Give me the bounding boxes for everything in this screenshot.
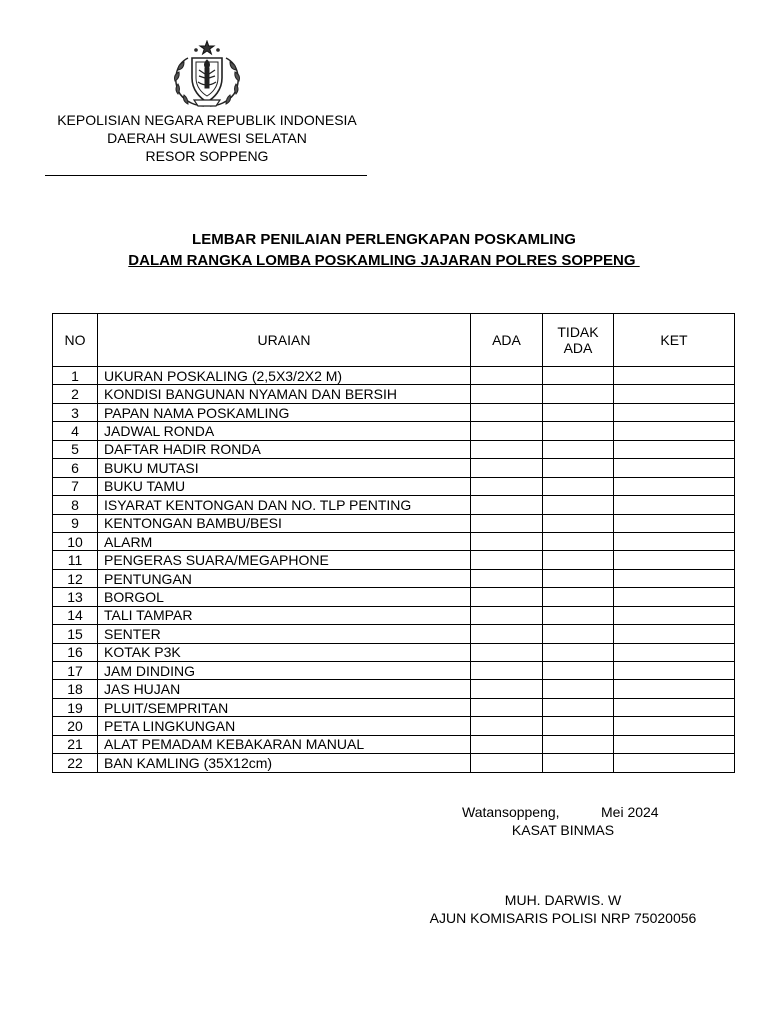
row-no: 8 [53,496,98,514]
table-row [53,551,735,569]
row-uraian: KONDISI BANGUNAN NYAMAN DAN BERSIH [98,385,471,403]
header-tidak-ada-line1: TIDAK [557,324,599,340]
row-ada-cell [471,385,543,403]
row-ada-cell [471,532,543,550]
row-uraian: ALAT PEMADAM KEBAKARAN MANUAL [98,735,471,753]
row-no: 12 [53,569,98,587]
row-tidak-ada-cell [543,625,614,643]
row-tidak-ada-cell [543,735,614,753]
row-ada-cell [471,496,543,514]
row-ada-cell [471,643,543,661]
row-tidak-ada-cell [543,643,614,661]
row-ada-cell [471,551,543,569]
header-no: NO [53,314,98,367]
table-row [53,532,735,550]
document-subtitle: DALAM RANGKA LOMBA POSKAMLING JAJARAN POLRES SOPPENG [128,252,640,269]
row-no: 3 [53,403,98,421]
table-row [53,680,735,698]
row-uraian: ISYARAT KENTONGAN DAN NO. TLP PENTING [98,496,471,514]
row-tidak-ada-cell [543,440,614,458]
row-tidak-ada-cell [543,662,614,680]
document-title: LEMBAR PENILAIAN PERLENGKAPAN POSKAMLING [192,231,576,248]
row-uraian: JAM DINDING [98,662,471,680]
row-ket-cell [614,643,735,661]
table-row [53,717,735,735]
row-tidak-ada-cell [543,367,614,385]
row-ket-cell [614,625,735,643]
row-no: 5 [53,440,98,458]
row-tidak-ada-cell [543,514,614,532]
row-ket-cell [614,606,735,624]
row-uraian: SENTER [98,625,471,643]
row-ket-cell [614,717,735,735]
row-ada-cell [471,717,543,735]
row-no: 13 [53,588,98,606]
row-ket-cell [614,422,735,440]
header-tidak-ada [543,314,614,367]
row-uraian: UKURAN POSKALING (2,5X3/2X2 M) [98,367,471,385]
row-uraian: BUKU MUTASI [98,459,471,477]
table-row [53,606,735,624]
row-no: 16 [53,643,98,661]
table-row [53,754,735,772]
row-ada-cell [471,459,543,477]
table-row [53,735,735,753]
row-ket-cell [614,551,735,569]
document-subtitle-wrap [0,252,768,270]
row-uraian: TALI TAMPAR [98,606,471,624]
row-ket-cell [614,532,735,550]
table-row [53,422,735,440]
table-row [53,477,735,495]
row-ket-cell [614,754,735,772]
row-ada-cell [471,754,543,772]
row-ket-cell [614,385,735,403]
row-no: 1 [53,367,98,385]
row-ada-cell [471,680,543,698]
row-no: 17 [53,662,98,680]
row-ada-cell [471,698,543,716]
row-ada-cell [471,367,543,385]
row-tidak-ada-cell [543,477,614,495]
police-emblem-icon [166,40,248,110]
row-uraian: KENTONGAN BAMBU/BESI [98,514,471,532]
row-no: 4 [53,422,98,440]
row-uraian: BAN KAMLING (35X12cm) [98,754,471,772]
row-ada-cell [471,403,543,421]
table-row [53,662,735,680]
table-row [53,403,735,421]
row-uraian: BORGOL [98,588,471,606]
row-no: 20 [53,717,98,735]
signatory-name: MUH. DARWIS. W [504,892,622,908]
header-ket: KET [614,314,735,367]
table-row [53,643,735,661]
row-ada-cell [471,569,543,587]
row-ket-cell [614,662,735,680]
row-ada-cell [471,735,543,753]
row-uraian: JAS HUJAN [98,680,471,698]
row-tidak-ada-cell [543,385,614,403]
row-no: 22 [53,754,98,772]
row-no: 18 [53,680,98,698]
table-row [53,496,735,514]
table-header-row [53,314,735,367]
org-name-line2: DAERAH SULAWESI SELATAN [107,130,307,146]
row-no: 15 [53,625,98,643]
row-ket-cell [614,698,735,716]
header-uraian: URAIAN [98,314,471,367]
row-ada-cell [471,440,543,458]
row-uraian: ALARM [98,532,471,550]
row-ada-cell [471,514,543,532]
table-row [53,440,735,458]
row-no: 11 [53,551,98,569]
row-no: 2 [53,385,98,403]
row-ada-cell [471,422,543,440]
table-row [53,588,735,606]
row-tidak-ada-cell [543,459,614,477]
table-row [53,625,735,643]
row-no: 19 [53,698,98,716]
row-ket-cell [614,569,735,587]
row-ada-cell [471,588,543,606]
signature-date: Mei 2024 [601,804,659,820]
row-tidak-ada-cell [543,680,614,698]
row-tidak-ada-cell [543,551,614,569]
row-ket-cell [614,477,735,495]
row-ket-cell [614,496,735,514]
header-tidak-ada-line2: ADA [563,340,593,356]
row-uraian: JADWAL RONDA [98,422,471,440]
row-tidak-ada-cell [543,698,614,716]
table-row [53,569,735,587]
row-uraian: PLUIT/SEMPRITAN [98,698,471,716]
row-ada-cell [471,477,543,495]
row-ada-cell [471,662,543,680]
row-ket-cell [614,440,735,458]
table-row [53,514,735,532]
row-tidak-ada-cell [543,403,614,421]
row-ket-cell [614,680,735,698]
row-tidak-ada-cell [543,754,614,772]
row-uraian: PETA LINGKUNGAN [98,717,471,735]
row-uraian: PAPAN NAMA POSKAMLING [98,403,471,421]
row-ada-cell [471,625,543,643]
row-tidak-ada-cell [543,496,614,514]
row-ket-cell [614,459,735,477]
row-no: 7 [53,477,98,495]
row-ada-cell [471,606,543,624]
row-tidak-ada-cell [543,532,614,550]
row-ket-cell [614,588,735,606]
table-body [53,367,735,773]
row-ket-cell [614,514,735,532]
signature-position: KASAT BINMAS [511,822,615,838]
row-uraian: PENTUNGAN [98,569,471,587]
signatory-rank-nrp: AJUN KOMISARIS POLISI NRP 75020056 [429,910,697,926]
signature-place: Watansoppeng, [462,804,560,820]
row-no: 9 [53,514,98,532]
row-no: 14 [53,606,98,624]
table-row [53,698,735,716]
row-tidak-ada-cell [543,606,614,624]
row-tidak-ada-cell [543,717,614,735]
row-uraian: DAFTAR HADIR RONDA [98,440,471,458]
row-uraian: KOTAK P3K [98,643,471,661]
row-ket-cell [614,403,735,421]
assessment-table [52,313,735,773]
table-row [53,367,735,385]
table-row [53,459,735,477]
header-divider [45,175,367,176]
row-uraian: PENGERAS SUARA/MEGAPHONE [98,551,471,569]
table-row [53,385,735,403]
row-no: 21 [53,735,98,753]
row-no: 10 [53,532,98,550]
row-ket-cell [614,367,735,385]
org-name-line3: RESOR SOPPENG [145,148,269,164]
org-name-line1: KEPOLISIAN NEGARA REPUBLIK INDONESIA [57,112,357,128]
row-tidak-ada-cell [543,569,614,587]
row-tidak-ada-cell [543,588,614,606]
header-ada: ADA [471,314,543,367]
row-uraian: BUKU TAMU [98,477,471,495]
row-no: 6 [53,459,98,477]
row-tidak-ada-cell [543,422,614,440]
row-ket-cell [614,735,735,753]
